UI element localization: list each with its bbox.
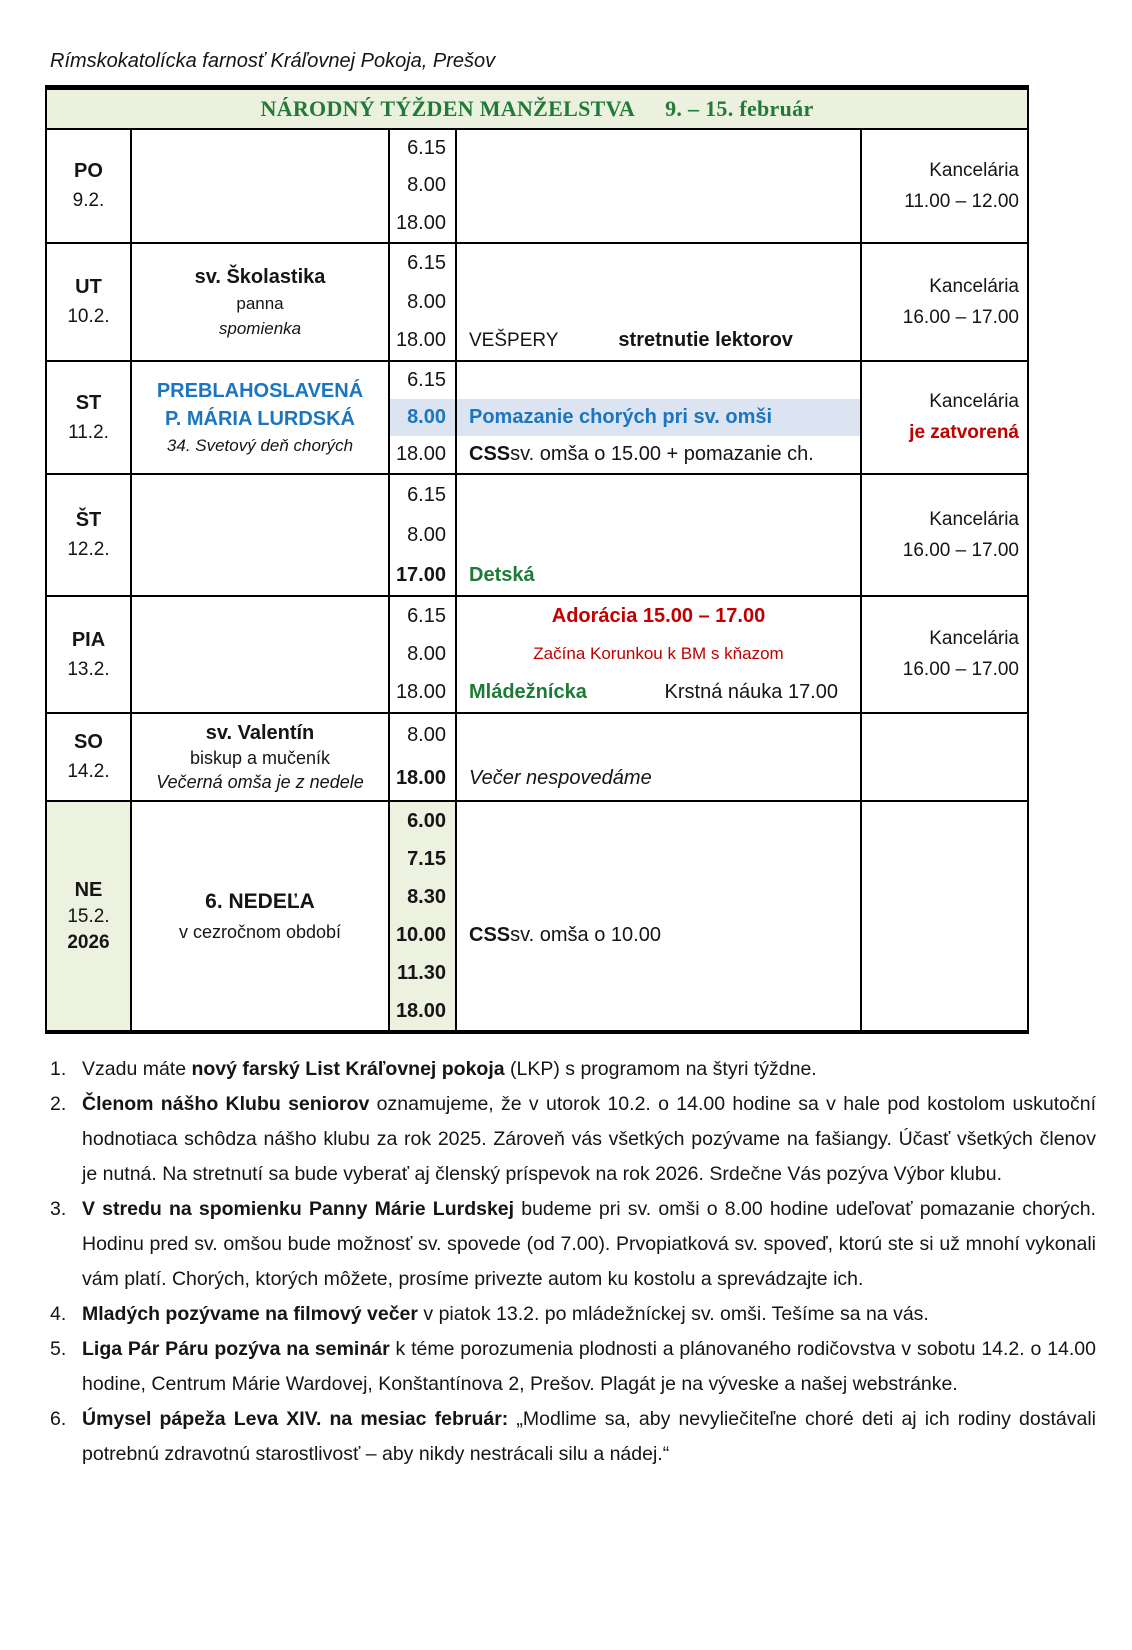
office-cell [862,714,1027,800]
event-lectors-meeting: stretnutie lektorov [618,329,793,352]
feast-subtitle: v cezročnom období [178,921,342,942]
mass-time: 8.00 [407,290,446,313]
announcement-text: Mladých pozývame na filmový večer v piatok 13.2. po mládežníckej sv. omši. Tešíme sa na vás. [82,1303,929,1325]
mass-time: 6.15 [407,369,446,391]
day-date: 14.2. [67,761,110,782]
time-cell [390,802,457,1030]
mass-time: 18.00 [395,681,446,704]
feast-cell [132,362,390,473]
office-cell [862,597,1027,712]
announcement-text: Liga Pár Páru pozýva na seminár k téme porozumenia plodnosti a plánovaného rodičovstva v sobotu 14.2. o 14.00 hodine, Centrum Márie Wardovej, Konštantínova 2, Prešov. Plagát je na výveske a našej webstránke. [82,1338,1097,1395]
schedule-row-friday [47,597,1027,714]
feast-cell [132,130,390,242]
event-adoration-note: Začína Korunkou k BM s kňazom [533,644,784,664]
announcement-text: Členom nášho Klubu seniorov oznamujeme, že v utorok 10.2. o 14.00 hodine sa v hale pod kostolom uskutoční hodnotiaca schôdza nášho klubu za rok 2025. Zároveň vás všetkých pozývame na fašiangy. Účasť všetkých členov je nutná. Na stretnutí sa bude vyberať aj členský príspevok na rok 2026. Srdečne Vás pozýva Výbor klubu. [82,1093,1096,1185]
mass-time: 8.30 [407,885,446,908]
announcement-number: 5. [50,1338,67,1360]
event-line [457,878,860,916]
office-hours: 16.00 – 17.00 [902,539,1019,561]
mass-time: 10.00 [395,923,446,946]
event-css-mass: CSS sv. omša o 10.00 [469,923,661,946]
schedule-row-sunday [47,802,1027,1030]
announcement-text: Vzadu máte nový farský List Kráľovnej pokoja (LKP) s programom na štyri týždne. [82,1058,817,1080]
day-cell [47,130,132,242]
feast-cell [132,475,390,595]
parish-name-line: Rímskokatolícka farnosť Kráľovnej Pokoja, Prešov [50,50,496,72]
event-children-mass: Detská [469,563,535,586]
event-baptism-class: Krstná náuka 17.00 [664,681,838,704]
day-cell [47,362,132,473]
day-cell [47,244,132,360]
feast-subtitle: panna [236,293,284,313]
announcements-list [50,1052,1096,1472]
day-date: 10.2. [67,306,110,327]
event-cell [457,244,862,360]
day-abbr: ST [75,391,102,414]
event-line [457,714,860,757]
event-line [457,954,860,992]
announcement-item [50,1087,1096,1192]
day-abbr: NE [74,878,103,901]
event-line [457,515,860,555]
announcement-item [50,1332,1096,1402]
day-cell [47,475,132,595]
day-cell [47,597,132,712]
day-date: 11.2. [68,421,109,443]
event-adoration: Adorácia 15.00 – 17.00 [551,604,766,627]
event-line [457,321,860,360]
mass-time: 8.00 [407,174,446,197]
mass-time: 6.15 [407,483,446,506]
day-date: 15.2. [67,905,110,927]
office-label: Kancelária [929,508,1019,530]
announcement-number: 4. [50,1303,67,1325]
mass-time: 18.00 [395,211,446,234]
time-cell [390,362,457,473]
office-closed-notice: je zatvorená [909,422,1019,443]
mass-time: 8.00 [407,523,446,546]
office-hours: 16.00 – 17.00 [902,659,1019,680]
event-line [457,475,860,515]
office-label: Kancelária [929,275,1019,297]
mass-time: 18.00 [395,999,446,1022]
announcement-number: 3. [50,1198,67,1220]
time-cell [390,714,457,800]
schedule-row-thursday [47,475,1027,597]
office-cell [862,802,1027,1030]
mass-time-highlighted: 8.00 [390,399,455,436]
mass-time: 11.30 [397,961,446,984]
event-line [457,362,860,399]
event-css-mass: CSS sv. omša o 15.00 + pomazanie ch. [469,443,814,465]
announcement-item [50,1297,1096,1332]
banner-dates: 9. – 15. február [665,96,814,121]
event-cell [457,597,862,712]
announcement-text: Úmysel pápeža Leva XIV. na mesiac február: „Modlime sa, aby nevyliečiteľne choré deti aj ich rodiny dostávali potrebnú zdravotnú starostlivosť – aby nikdy nestrácali silu a nádej.“ [82,1408,1097,1465]
time-cell [390,597,457,712]
announcement-number: 1. [50,1058,67,1080]
office-label: Kancelária [929,628,1019,649]
mass-time: 6.15 [407,137,446,160]
office-hours: 16.00 – 17.00 [902,306,1019,328]
mass-time: 18.00 [395,329,446,352]
office-label: Kancelária [929,391,1019,412]
event-vespers: VEŠPERY [469,329,559,351]
office-cell [862,244,1027,360]
time-cell [390,130,457,242]
day-cell [47,802,132,1030]
feast-cell [132,802,390,1030]
announcement-text: V stredu na spomienku Panny Márie Lurdskej budeme pri sv. omši o 8.00 hodine udeľovať pomazanie chorých. Hodinu pred sv. omšou bude možnosť sv. spovede (od 7.00). Prvopiatková sv. spoveď, ktorú ste si už mnohí vykonali vám platí. Chorých, ktorých môžete, prosíme privezte autom ku kostolu a sprevádzajte ich. [82,1198,1096,1290]
announcement-number: 6. [50,1408,67,1430]
office-hours: 11.00 – 12.00 [904,190,1019,212]
day-cell [47,714,132,800]
day-abbr: PO [74,160,103,182]
mass-time: 17.00 [395,563,446,586]
office-label: Kancelária [929,159,1019,181]
time-cell [390,244,457,360]
event-line [457,802,860,840]
feast-title: sv. Školastika [194,265,326,288]
office-cell [862,130,1027,242]
day-abbr: SO [74,731,103,753]
day-abbr: UT [75,276,102,298]
mass-time: 8.00 [407,724,446,746]
event-line [457,992,860,1030]
mass-time: 8.00 [407,642,446,665]
event-youth-mass: Mládežnícka [469,681,587,704]
announcement-number: 2. [50,1093,67,1115]
banner-title: NÁRODNÝ TÝŽDEN MANŽELSTVA [260,96,636,121]
feast-cell [132,714,390,800]
schedule-row-saturday [47,714,1027,802]
event-line [457,674,860,712]
schedule-row-wednesday [47,362,1027,475]
feast-title: P. MÁRIA LURDSKÁ [164,407,355,430]
day-date: 9.2. [72,190,105,211]
feast-cell [132,244,390,360]
time-cell [390,475,457,595]
mass-time: 6.15 [407,604,446,627]
event-no-confession: Večer nespovedáme [469,767,652,789]
event-line [457,840,860,878]
mass-time: 6.15 [407,251,446,274]
feast-cell [132,597,390,712]
weekly-schedule-table [45,85,1029,1034]
announcement-item [50,1192,1096,1297]
office-cell [862,362,1027,473]
feast-title: sv. Valentín [205,721,315,744]
feast-subtitle: biskup a mučeník [189,747,331,768]
event-line [457,244,860,283]
event-cell [457,475,862,595]
office-cell [862,475,1027,595]
feast-rank: spomienka [218,318,302,338]
mass-time: 7.15 [407,847,446,870]
event-line [457,283,860,322]
banner-national-marriage-week [47,90,1027,130]
event-cell [457,714,862,800]
event-cell [457,802,862,1030]
event-anointing: Pomazanie chorých pri sv. omši [457,399,860,436]
schedule-row-monday [47,130,1027,244]
announcement-item [50,1402,1096,1472]
event-cell [457,362,862,473]
mass-time: 18.00 [395,443,446,465]
day-abbr: PIA [71,628,106,651]
mass-time: 6.00 [407,809,446,832]
day-date: 13.2. [67,658,110,680]
schedule-row-tuesday [47,244,1027,362]
event-cell [457,130,862,242]
feast-title: 6. NEDEĽA [205,889,315,913]
feast-subtitle: 34. Svetový deň chorých [166,435,354,455]
feast-note: Večerná omša je z nedele [156,771,364,792]
announcement-item [50,1052,1096,1087]
day-year: 2026 [67,931,110,953]
mass-time: 18.00 [395,767,446,789]
day-date: 12.2. [67,539,110,560]
feast-title: PREBLAHOSLAVENÁ [156,379,364,402]
day-abbr: ŠT [75,509,102,531]
